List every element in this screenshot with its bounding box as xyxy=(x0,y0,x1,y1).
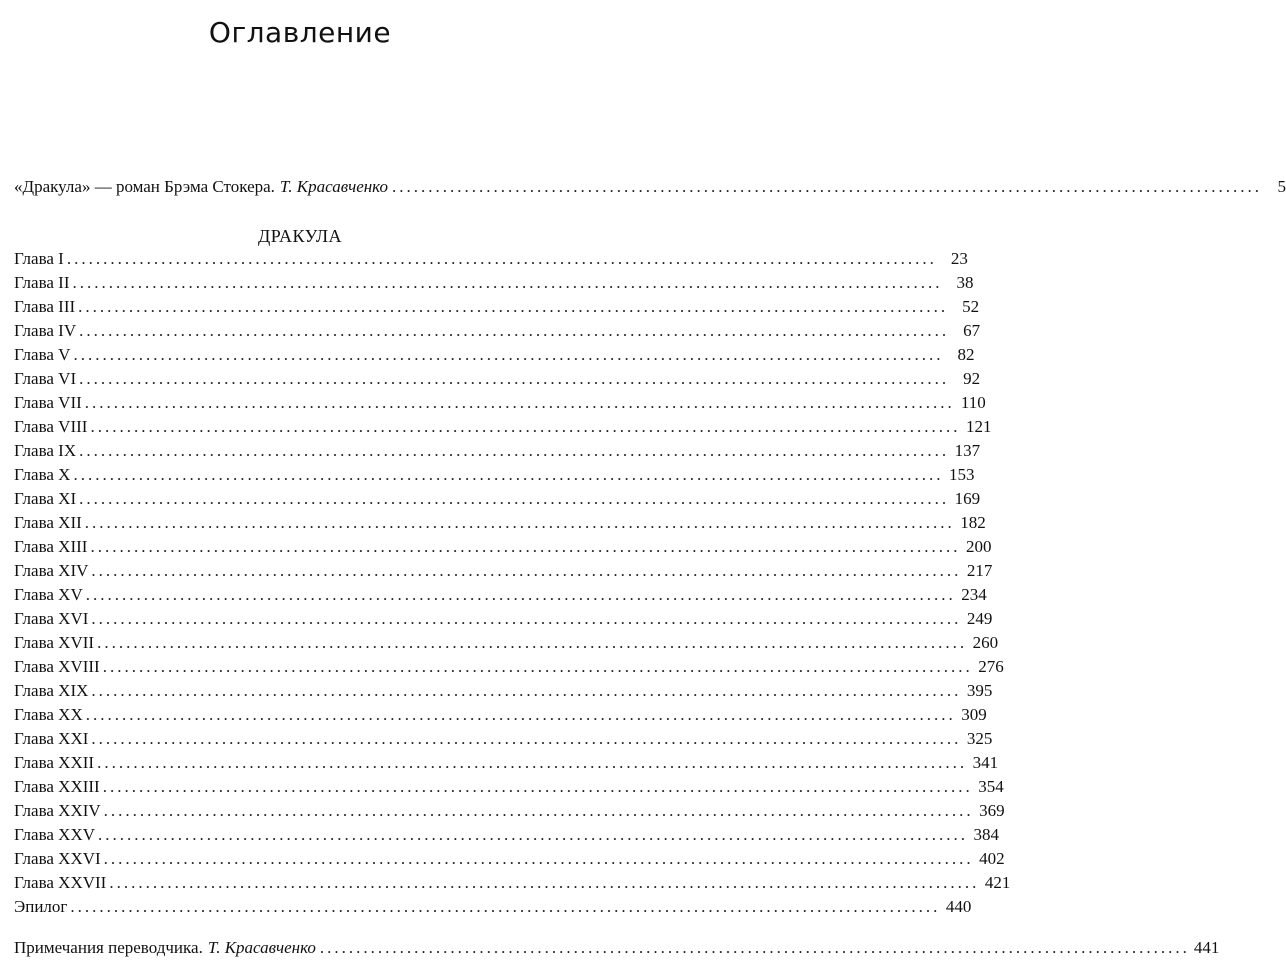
dot-leader: ........................................................................................................................ xyxy=(91,681,962,700)
toc-entry-chapter[interactable] xyxy=(14,631,999,655)
toc-entry-chapter[interactable] xyxy=(14,367,981,391)
toc-entry-page: 38 xyxy=(956,273,974,292)
toc-entry-page: 395 xyxy=(966,681,993,700)
toc-entry-page: 384 xyxy=(973,825,1000,844)
toc-entry-label: Глава VII xyxy=(14,393,82,412)
toc-entry-page: 217 xyxy=(966,561,993,580)
dot-leader: ........................................................................................................................ xyxy=(73,465,944,484)
toc-entry-label: Глава VIII xyxy=(14,417,88,436)
toc-entry-preface[interactable] xyxy=(14,176,1286,198)
toc-entry-chapter[interactable] xyxy=(14,847,1005,871)
toc-entry-page: 276 xyxy=(978,657,1004,676)
toc-entry-page: 234 xyxy=(961,585,987,604)
toc-entry-label: Глава XIX xyxy=(14,681,89,700)
toc-entry-chapter[interactable] xyxy=(14,487,981,511)
toc-entry-label: Глава XXIII xyxy=(14,777,100,796)
dot-leader: ........................................................................................................................ xyxy=(102,657,973,676)
toc-entry-page: 249 xyxy=(966,609,993,628)
toc-entry-label: Глава XVIII xyxy=(14,657,100,676)
toc-entry-label: Глава XXII xyxy=(14,753,95,772)
dot-leader: ........................................................................................................................ xyxy=(102,777,973,796)
toc-entry-chapter[interactable] xyxy=(14,583,987,607)
toc-entry-chapter[interactable] xyxy=(14,295,980,319)
dot-leader: ........................................................................................................................ xyxy=(84,513,955,532)
toc-entry-label: Глава XVI xyxy=(14,609,89,628)
dot-leader: ........................................................................................................................ xyxy=(109,873,980,892)
toc-entry-chapter[interactable] xyxy=(14,343,975,367)
toc-entry-page: 369 xyxy=(979,801,1005,820)
toc-entry-chapter[interactable] xyxy=(14,319,981,343)
toc-entry-page: 402 xyxy=(979,849,1005,868)
toc-entry-author: Т. Красавченко xyxy=(207,938,316,957)
dot-leader: ........................................................................................................................ xyxy=(66,249,937,268)
dot-leader: ........................................................................................................................ xyxy=(103,849,974,868)
toc-entry-notes[interactable] xyxy=(14,937,1220,959)
toc-entry-label: Глава V xyxy=(14,345,71,364)
toc-entry-label: Примечания переводчика. xyxy=(14,938,203,957)
dot-leader: ........................................................................................................................ xyxy=(97,753,968,772)
toc-entry-page: 137 xyxy=(954,441,981,460)
toc-entry-page: 82 xyxy=(957,345,975,364)
toc-entry-chapter[interactable] xyxy=(14,871,1011,895)
toc-entry-label: Глава XV xyxy=(14,585,83,604)
dot-leader: ........................................................................................................................ xyxy=(90,417,961,436)
toc-entry-chapter[interactable] xyxy=(14,751,999,775)
toc-entry-label: Глава VI xyxy=(14,369,77,388)
dot-leader: ........................................................................................................................ xyxy=(72,273,943,292)
toc-entry-author: Т. Красавченко xyxy=(279,177,388,196)
toc-entry-chapter[interactable] xyxy=(14,511,986,535)
toc-entry-chapter[interactable] xyxy=(14,703,987,727)
toc-entry-chapter[interactable] xyxy=(14,439,981,463)
toc-entry-label: Глава II xyxy=(14,273,70,292)
dot-leader: ........................................................................................................................ xyxy=(91,729,962,748)
dot-leader: ........................................................................................................................ xyxy=(85,705,956,724)
toc-entry-page: 169 xyxy=(954,489,981,508)
toc-entry-page: 153 xyxy=(948,465,975,484)
toc-entry-label: Глава III xyxy=(14,297,76,316)
dot-leader: ........................................................................................................................ xyxy=(103,801,974,820)
toc-entry-page: 260 xyxy=(972,633,999,652)
dot-leader: ........................................................................................................................ xyxy=(90,537,961,556)
toc-entry-chapter[interactable] xyxy=(14,391,986,415)
toc-entry-label: Глава XX xyxy=(14,705,83,724)
toc-entry-page: 92 xyxy=(963,369,981,388)
toc-entry-chapter[interactable] xyxy=(14,823,1000,847)
toc-entry-label: Глава IX xyxy=(14,441,77,460)
toc-entry-page: 421 xyxy=(984,873,1011,892)
dot-leader: ........................................................................................................................ xyxy=(70,897,941,916)
toc-entry-page: 309 xyxy=(961,705,987,724)
toc-entry-label: Глава XXV xyxy=(14,825,96,844)
toc-entry-page: 440 xyxy=(945,897,972,916)
toc-entry-chapter[interactable] xyxy=(14,463,975,487)
toc-entry-chapter[interactable] xyxy=(14,535,992,559)
toc-entry-chapter[interactable] xyxy=(14,415,992,439)
toc-entry-label: Глава XII xyxy=(14,513,82,532)
dot-leader: ........................................................................................................................ xyxy=(73,345,944,364)
toc-entry-page: 354 xyxy=(978,777,1004,796)
toc-entry-chapter[interactable] xyxy=(14,775,1004,799)
chapter-list xyxy=(14,247,1011,919)
dot-leader: ........................................................................................................................ xyxy=(79,321,950,340)
toc-entry-page: 52 xyxy=(962,297,980,316)
toc-entry-chapter[interactable] xyxy=(14,799,1005,823)
toc-entry-label: Глава I xyxy=(14,249,64,268)
toc-entry-page: 325 xyxy=(966,729,993,748)
toc-entry-chapter[interactable] xyxy=(14,559,993,583)
dot-leader: ........................................................................................................................ xyxy=(91,609,962,628)
dot-leader: ........................................................................................................................ xyxy=(79,489,950,508)
dot-leader: ........................................................................................................................ xyxy=(78,297,949,316)
toc-entry-page: 67 xyxy=(963,321,981,340)
dot-leader: ........................................................................................................................ xyxy=(79,441,950,460)
toc-entry-page: 341 xyxy=(972,753,999,772)
toc-entry-label: Глава XVII xyxy=(14,633,95,652)
toc-entry-label: Глава XXI xyxy=(14,729,89,748)
dot-leader: ........................................................................................................................ xyxy=(97,633,968,652)
toc-entry-chapter[interactable] xyxy=(14,247,968,271)
dot-leader: ........................................................................................................................ xyxy=(98,825,969,844)
toc-entry-page: 5 xyxy=(1277,177,1286,196)
section-heading: ДРАКУЛА xyxy=(257,226,343,246)
toc-entry-label: «Дракула» — роман Брэма Стокера. xyxy=(14,177,275,196)
toc-entry-page: 182 xyxy=(960,513,986,532)
dot-leader: ........................................................................................................................ xyxy=(319,938,1190,957)
toc-entry-page: 110 xyxy=(960,393,986,412)
toc-entry-chapter[interactable] xyxy=(14,655,1004,679)
toc-entry-chapter[interactable] xyxy=(14,271,974,295)
toc-entry-chapter[interactable] xyxy=(14,895,972,919)
toc-entry-page: 441 xyxy=(1193,938,1220,957)
dot-leader: ........................................................................................................................ xyxy=(79,369,950,388)
dot-leader: ........................................................................................................................ xyxy=(391,177,1262,196)
toc-entry-label: Эпилог xyxy=(14,897,68,916)
toc-entry-label: Глава XIII xyxy=(14,537,88,556)
toc-entry-chapter[interactable] xyxy=(14,607,993,631)
toc-entry-page: 121 xyxy=(965,417,992,436)
dot-leader: ........................................................................................................................ xyxy=(91,561,962,580)
toc-entry-label: Глава XXIV xyxy=(14,801,101,820)
toc-entry-chapter[interactable] xyxy=(14,679,993,703)
toc-entry-label: Глава XXVII xyxy=(14,873,107,892)
toc-entry-label: Глава X xyxy=(14,465,71,484)
toc-entry-label: Глава XXVI xyxy=(14,849,101,868)
toc-entry-label: Глава IV xyxy=(14,321,77,340)
dot-leader: ........................................................................................................................ xyxy=(84,393,955,412)
toc-entry-page: 200 xyxy=(965,537,992,556)
toc-entry-page: 23 xyxy=(950,249,968,268)
toc-entry-label: Глава XIV xyxy=(14,561,89,580)
page-title: Оглавление xyxy=(208,16,392,49)
toc-entry-chapter[interactable] xyxy=(14,727,993,751)
dot-leader: ........................................................................................................................ xyxy=(85,585,956,604)
toc-entry-label: Глава XI xyxy=(14,489,77,508)
